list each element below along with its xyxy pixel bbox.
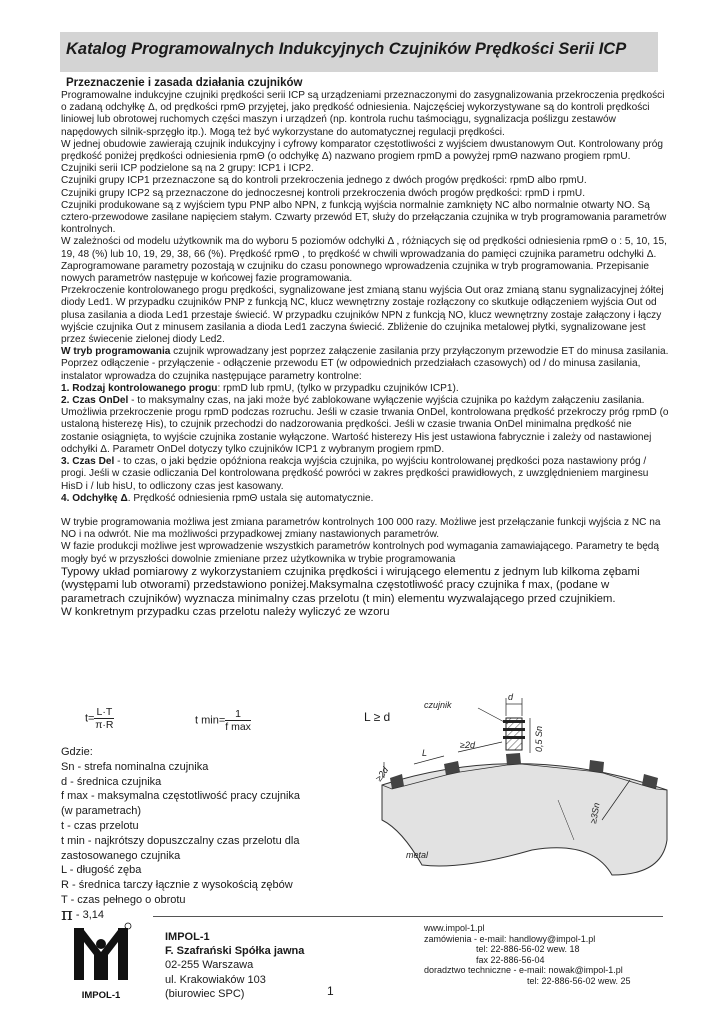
paragraph-icp2: Czujniki grupy ICP2 są przeznaczone do jednoczesnej kontroli przekroczenia dwóch progów prędkości: rpmD i rpmU. bbox=[61, 187, 585, 199]
company-postal: 02-255 Warszawa bbox=[165, 959, 254, 972]
contact-info bbox=[424, 923, 631, 987]
list-item: 2. Czas OnDel - to maksymalny czas, na jaki może być zablokowane wyłączenie wyjścia czujnika po każdym załączeniu zasilania. Umożliwia przekroczenie progu rpmD podczas rozruchu. Jeśli w czasie trwania OnDel, kontrolowana prędkość przekroczy próg rpmD (o ustaloną histerezę His), to czujnik przechodzi do nadzorowania prędkości. Jeśli w czasie trwania OnDel minimalna prędkość nie zostanie osiągnięta, to wyjście czujnika zostanie wyłączone. Wartość histerezy His jest ustawiona fabrycznie i zależy od nastawionej odchyłki Δ. Parametr OnDel dotyczy tylko czujników ICP1 z wybranym progiem rpmD. bbox=[61, 395, 669, 455]
company-full-name: F. Szafrański Spółka jawna bbox=[165, 945, 305, 958]
label-metal: metal bbox=[406, 850, 429, 860]
formula-tmin: t min= $\frac{1}{\text{f max}}$ bbox=[195, 708, 251, 733]
label-05sn: 0,5 Sn bbox=[534, 725, 544, 752]
label-2d-side: ≥2d bbox=[373, 765, 391, 784]
legend bbox=[61, 745, 341, 923]
spacer bbox=[61, 505, 671, 517]
list-item: 1. Rodzaj kontrolowanego progu: rpmD lub rpmU, (tylko w przypadku czujników ICP1). bbox=[61, 382, 459, 394]
logo-text: IMPOL-1 bbox=[81, 990, 121, 1001]
company-street: ul. Krakowiaków 103 bbox=[165, 973, 266, 986]
paragraph-cycles: W trybie programowania możliwa jest zmiana parametrów kontrolnych 100 000 razy. Możliwe jest przełączanie funkcji wyjścia z NC na NO i na odwrót. Nie ma możliwości przypadkowej zmiany nastawionych parametrów. bbox=[61, 516, 661, 541]
paragraph-threshold: Przekroczenie kontrolowanego progu prędkości, sygnalizowane jest zmianą stanu wyjścia Out oraz zmianą stanu sygnalizacyjnej żółtej diody Led1. W przypadku czujników PNP z funkcją NC, klucz wewnętrzny zostaje rozłączony co skutkuje odłączeniem wyjścia Out od plusa zasilania a dioda Led1 przestaje świecić. W przypadku czujników NPN z funkcją NO, klucz wewnętrzny zostaje załączony i łączy wyjście czujnika Out z minusem zasilania a dioda Led1 zaczyna świecić. Zbliżenie do czujnika metalowej płytki, sygnalizowane jest przez świecenie zielonej diody Led2. bbox=[61, 285, 664, 346]
legend-item: Sn - strefa nominalna czujnika bbox=[61, 760, 209, 773]
legend-item: R - średnica tarczy łącznie z wysokością zębów bbox=[61, 879, 293, 892]
legend-item: f max - maksymalna częstotliwość pracy czujnika bbox=[61, 790, 301, 803]
list-item: 3. Czas Del - to czas, o jaki będzie opóźniona reakcja wyjścia czujnika, po wyjściu kontrolowanej prędkości poza nastawiony próg / progi. Jeśli w czasie odliczania Del kontrolowana prędkość powróci w zakres prędkości prawidłowych, z uwzględnieniem marginesu HisD i / lub hisU, to odliczony czas jest kasowany. bbox=[61, 456, 649, 492]
tech-phone: tel: 22-886-56-02 wew. 25 bbox=[527, 975, 631, 986]
legend-item: L - długość zęba bbox=[61, 864, 142, 877]
company-name: IMPOL-1 bbox=[165, 931, 210, 943]
paragraph-formula-intro: W konkretnym przypadku czas przelotu należy wyliczyć ze wzoru bbox=[61, 605, 390, 618]
paragraph-housing: W jednej obudowie zawierają czujnik indukcyjny i cyfrowy komparator częstotliwości z wyjściem dwustanowym Out. Kontrolowany próg prędkość poniżej prędkości odniesienia rpmΘ (o odchyłkę Δ) nazwano progiem rpmD a powyżej rpmΘ nazwano progiem rpmU. bbox=[61, 138, 663, 163]
company-office: (biurowiec SPC) bbox=[165, 987, 245, 1000]
company-logo bbox=[70, 922, 132, 1004]
list-item: 4. Odchyłkę Δ. Prędkość odniesienia rpmΘ ustala się automatycznie. bbox=[61, 492, 374, 504]
company-info bbox=[165, 930, 304, 1001]
orders-phone: tel: 22-886-56-02 wew. 18 bbox=[476, 944, 580, 955]
label-3sn: ≥3Sn bbox=[588, 801, 602, 825]
legend-item: zastosowanego czujnika bbox=[61, 849, 181, 862]
paragraph-deviation: W zależności od modelu użytkownik ma do wyboru 5 poziomów odchyłki Δ , różniących się od prędkości odniesienia rpmΘ o : 5, 10, 15, 19, 48 (%) lub 10, 19, 29, 38, 66 (%). Prędkość rpmΘ , to prędkość w chwili wprowadzania do pamięci czujnika parametru odchyłki Δ. Zaprogramowane parametry pozostają w czujniku do czasu ponownego wprowadzenia czujnika w tryb programowania. Przepisanie nowych parametrów następuje w końcowej fazie programowania. bbox=[61, 236, 667, 285]
paragraph-production: W fazie produkcji możliwe jest wprowadzenie wszystkich parametrów kontrolnych pod wymagania zamawiającego. Parametry te będą mogły być w przyszłości dowolnie zmieniane przez użytkownika w trybie programowania bbox=[61, 541, 660, 565]
legend-item: t - czas przelotu bbox=[61, 819, 139, 832]
paragraph-icp1: Czujniki grupy ICP1 przeznaczone są do kontroli przekroczenia jednego z dwóch progów prędkości: rpmD albo rpmU. bbox=[61, 175, 587, 187]
legend-item: T - czas pełnego o obrotu bbox=[61, 893, 186, 906]
label-L: L bbox=[422, 748, 428, 758]
paragraph-programming: W tryb programowania czujnik wprowadzany jest poprzez załączenie zasilania przy przyłączonym przewodzie ET do minusa zasilania. Poprzez odłączenie - przyłączenie - odłączenie przewodu ET (w odpowiednich przedziałach czasowych) od / do minusa zasilania, instalator wprowadza do czujnika następujące parametry kontrolne: bbox=[61, 346, 669, 382]
legend-item: d - średnica czujnika bbox=[61, 775, 162, 788]
formula-condition: L ≥ d bbox=[364, 710, 391, 724]
paragraph-groups: Czujniki serii ICP podzielone są na 2 grupy: ICP1 i ICP2. bbox=[61, 163, 314, 175]
legend-item: t min - najkrótszy dopuszczalny czas przelotu dla bbox=[61, 834, 300, 847]
label-czujnik: czujnik bbox=[424, 700, 452, 710]
paragraph-intro: Programowalne indukcyjne czujniki prędkości serii ICP są urządzeniami przeznaczonymi do zasygnalizowania przekroczenia prędkości o zadaną odchyłkę Δ, od prędkości rpmΘ przyjętej, jako prędkość odniesienia. Najczęściej wykorzystywane są do kontroli prędkości liniowej lub obrotowej ruchomych części maszyn i urządzeń (np. kontrola ruchu taśmociągu, sygnalizacja poślizgu zestawów napędowych silnik-sprzęgło itp.). Mogą też być wykorzystane do automatycznej regulacji prędkości. bbox=[61, 90, 665, 138]
body-text bbox=[61, 90, 671, 619]
legend-item: (w parametrach) bbox=[61, 805, 142, 818]
label-2d-top: ≥2d bbox=[460, 740, 475, 750]
paragraph-layout: Typowy układ pomiarowy z wykorzystaniem czujnika prędkości i wirującego elementu z jednym lub kilkoma zębami (występami lub otworami) przedstawiono poniżej.Maksymalna częstotliwość pracy czujnika f max, (podane w parametrach czujników) wyznacza minimalny czas przelotu (t min) elementu wyzwalającego przed czujnikiem. bbox=[61, 565, 640, 605]
formula-t: t= $\frac{L\cdot T}{\pi\cdot R}$ bbox=[85, 706, 114, 731]
fax-number: fax 22-886-56-04 bbox=[476, 954, 545, 965]
sensor-wheel-diagram bbox=[362, 690, 672, 880]
legend-heading: Gdzie: bbox=[61, 746, 93, 758]
section-heading: Przeznaczenie i zasada działania czujników bbox=[66, 77, 303, 89]
footer-divider bbox=[153, 916, 663, 917]
fraction: $\frac{1}{\text{f max}}$ bbox=[225, 708, 251, 733]
paragraph-outputs: Czujniki produkowane są z wyjściem typu PNP albo NPN, z funkcją wyjścia normalnie zamknięty NC albo normalnie otwarty NO. Są cztero-przewodowe zasilane napięciem stałym. Czwarty przewód ET, służy do przełączania czujnika w tryb programowania parametrów kontrolnych. bbox=[61, 199, 667, 236]
website-link[interactable]: www.impol-1.pl bbox=[424, 923, 485, 933]
tech-email[interactable]: doradztwo techniczne - e-mail: nowak@impol-1.pl bbox=[424, 965, 623, 976]
fraction: $\frac{L\cdot T}{\pi\cdot R}$ bbox=[95, 706, 114, 731]
orders-email[interactable]: zamówienia - e-mail: handlowy@impol-1.pl bbox=[424, 933, 596, 944]
legend-item-pi: π - 3,14 bbox=[61, 903, 105, 925]
wheel-tooth bbox=[506, 753, 521, 765]
label-d: d bbox=[508, 692, 514, 702]
page-number: 1 bbox=[327, 984, 334, 998]
page-title: Katalog Programowalnych Indukcyjnych Czujników Prędkości Serii ICP bbox=[66, 40, 627, 58]
